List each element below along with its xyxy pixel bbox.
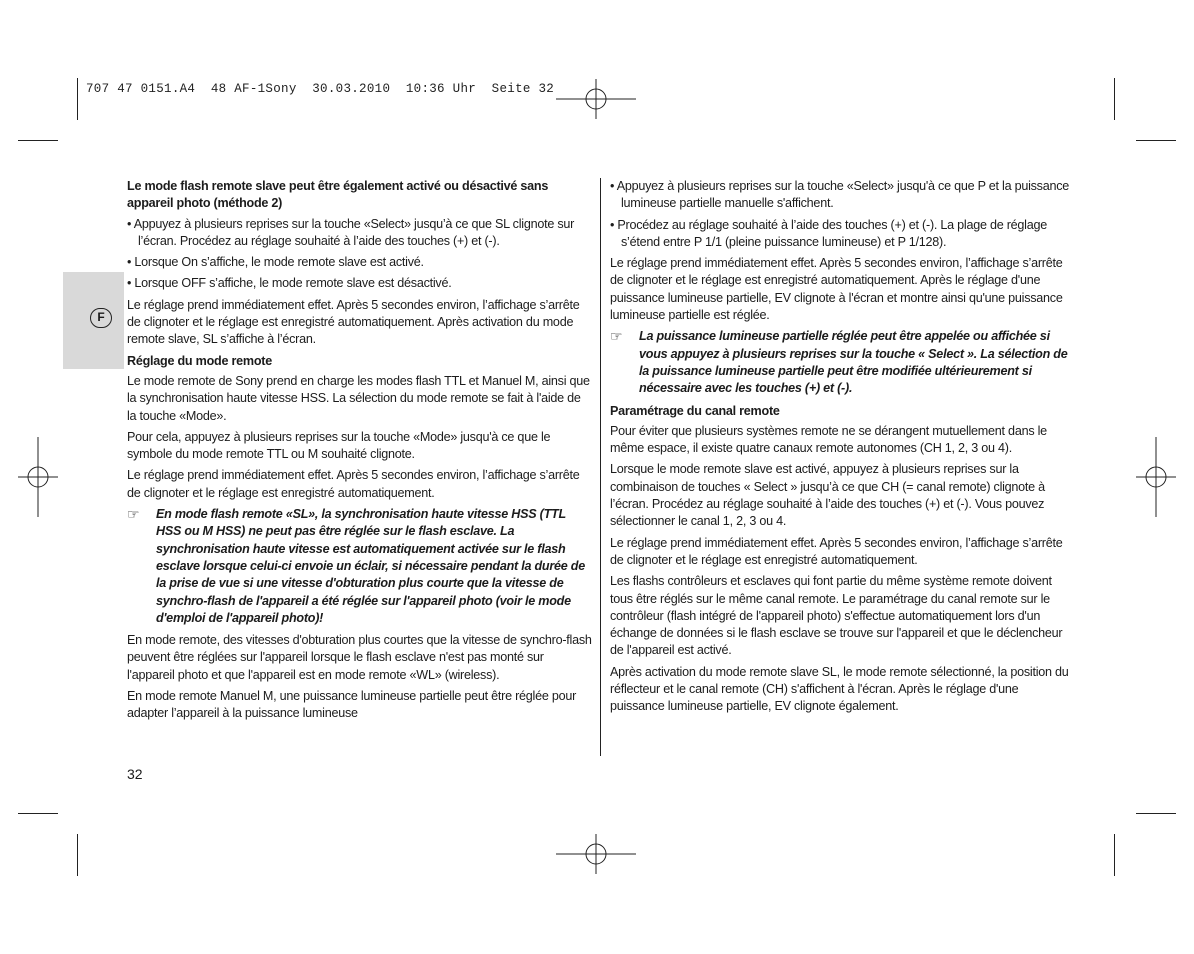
page-number: 32 xyxy=(127,766,143,782)
note-text: En mode flash remote «SL», la synchronisation haute vitesse HSS (TTL HSS ou M HSS) ne peut pas être réglée sur le flash esclave. La synchronisation haute vitesse est automatiquement activée sur le flash esclave lorsque celui-ci envoie un éclair, si nécessaire pendant la durée de la prise de vue si une vitesse d'obturation plus courte que la vitesse de synchro-flash de l'appareil a été réglée sur l'appareil photo (voir le mode d'emploi de l'appareil photo)! xyxy=(156,507,585,625)
crop-mark xyxy=(77,834,78,876)
crosshair-registration-mark-icon xyxy=(1136,437,1176,517)
left-column xyxy=(127,178,592,727)
paragraph: Le mode remote de Sony prend en charge les modes flash TTL et Manuel M, ainsi que la synchronisation haute vitesse HSS. La sélection du mode remote se fait à l'aide de la touche «Mode». xyxy=(127,373,590,423)
crosshair-registration-mark-icon xyxy=(556,79,636,119)
paragraph: Après activation du mode remote slave SL, le mode remote sélectionné, la position du réflecteur et le canal remote (CH) s'affichent à l'écran. Après le réglage d'une puissance lumineuse partielle, EV clignote également. xyxy=(610,664,1069,714)
section-heading: Paramétrage du canal remote xyxy=(610,403,780,418)
crop-mark xyxy=(1114,834,1115,876)
language-tab-letter: F xyxy=(90,308,112,328)
paragraph: Pour éviter que plusieurs systèmes remote ne se dérangent mutuellement dans le même espace, il existe quatre canaux remote autonomes (CH 1, 2, 3 ou 4). xyxy=(610,423,1047,456)
note-block xyxy=(127,506,592,627)
crop-mark xyxy=(18,140,58,141)
note-text: La puissance lumineuse partielle réglée peut être appelée ou affichée si vous appuyez à plusieurs reprises sur la touche « Select ». La sélection de la puissance lumineuse partielle peut être modifiée ultérieurement si nécessaire avec les touches (+) et (-). xyxy=(639,329,1068,396)
crosshair-registration-mark-icon xyxy=(556,834,636,874)
paragraph: Lorsque le mode remote slave est activé, appuyez à plusieurs reprises sur la combinaison de touches « Select » jusqu’à ce que CH (= canal remote) clignote à l’écran. Procédez au réglage souhaité à l’aide des touches (+) et (-). Vous pouvez sélectionner le canal 1, 2, 3 ou 4. xyxy=(610,462,1045,529)
paragraph: Le réglage prend immédiatement effet. Après 5 secondes environ, l’affichage s’arrête de clignoter et le réglage est enregistré automatiquement. Après le réglage d'une puissance lumineuse partielle, EV clignote à l'écran et montre ainsi qu'une puissance lumineuse partielle est réglée. xyxy=(610,256,1063,323)
paragraph: En mode remote Manuel M, une puissance lumineuse partielle peut être réglée pour adapter l’appareil à la puissance lumineuse xyxy=(127,689,577,721)
bullet-item: • Procédez au réglage souhaité à l’aide des touches (+) et (-). La plage de réglage s’étend entre P 1/1 (pleine puissance lumineuse) et P 1/128). xyxy=(610,217,1047,249)
crop-mark xyxy=(1136,813,1176,814)
right-column xyxy=(610,178,1075,720)
paragraph: En mode remote, des vitesses d'obturation plus courtes que la vitesse de synchro-flash peuvent être réglées sur l'appareil lorsque le flash esclave n'est pas monté sur l'appareil photo et que l'appareil est en mode remote «WL» (wireless). xyxy=(127,633,592,682)
pointing-hand-icon: ☞ xyxy=(610,328,623,345)
paragraph: Le réglage prend immédiatement effet. Après 5 secondes environ, l’affichage s’arrête de clignoter et le réglage est enregistré automatiquement. Après activation du mode remote slave, SL s’affiche à l’écran. xyxy=(127,297,580,347)
print-slug-line: 707 47 0151.A4 48 AF-1Sony 30.03.2010 10:36 Uhr Seite 32 xyxy=(86,82,555,96)
bullet-item: • Lorsque On s’affiche, le mode remote slave est activé. xyxy=(127,255,424,270)
bullet-item: • Lorsque OFF s’affiche, le mode remote slave est désactivé. xyxy=(127,276,452,291)
paragraph: Les flashs contrôleurs et esclaves qui font partie du même système remote doivent tous être réglés sur le même canal remote. Le paramétrage du canal remote sur le contrôleur (flash intégré de l'appareil photo) s'effectue automatiquement lors d'un échange de données si le flash esclave se trouve sur l'appareil et que le déclencheur de l'appareil est activé. xyxy=(610,574,1063,658)
section-heading: Réglage du mode remote xyxy=(127,353,272,368)
paragraph: Le réglage prend immédiatement effet. Après 5 secondes environ, l’affichage s’arrête de clignoter et le réglage est enregistré automatiquement. xyxy=(610,535,1063,567)
paragraph: Le réglage prend immédiatement effet. Après 5 secondes environ, l’affichage s’arrête de clignoter et le réglage est enregistré automatiquement. xyxy=(127,468,580,500)
crop-mark xyxy=(18,813,58,814)
crop-mark xyxy=(1114,78,1115,120)
crop-mark xyxy=(77,78,78,120)
pointing-hand-icon: ☞ xyxy=(127,506,140,523)
column-divider xyxy=(600,178,601,756)
paragraph: Pour cela, appuyez à plusieurs reprises sur la touche «Mode» jusqu'à ce que le symbole du mode remote TTL ou M souhaité clignote. xyxy=(127,429,551,462)
section-heading: Le mode flash remote slave peut être également activé ou désactivé sans appareil photo (méthode 2) xyxy=(127,179,549,211)
bullet-item: • Appuyez à plusieurs reprises sur la touche «Select» jusqu’à ce que SL clignote sur l’écran. Procédez au réglage souhaité à l’aide des touches (+) et (-). xyxy=(127,216,575,248)
bullet-item: • Appuyez à plusieurs reprises sur la touche «Select» jusqu'à ce que P et la puissance lumineuse partielle manuelle s'affichent. xyxy=(610,179,1070,211)
crop-mark xyxy=(1136,140,1176,141)
crosshair-registration-mark-icon xyxy=(18,437,58,517)
note-block xyxy=(610,328,1075,397)
